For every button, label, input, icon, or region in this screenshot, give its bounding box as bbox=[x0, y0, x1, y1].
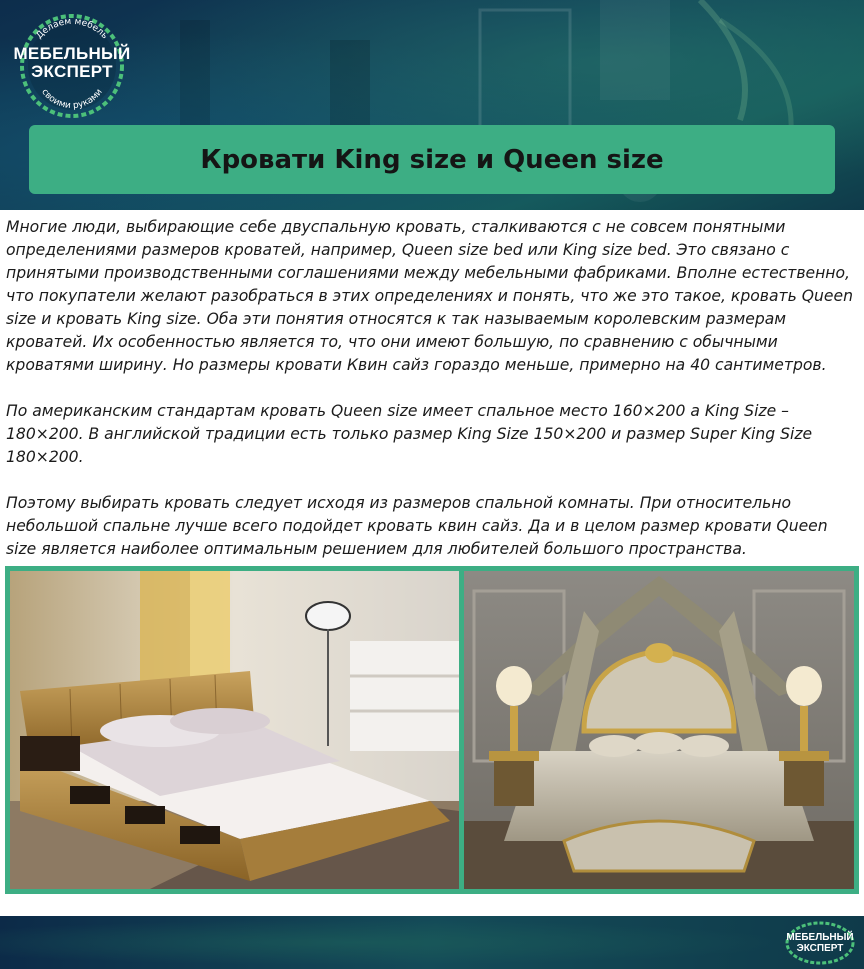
page-title: Кровати King size и Queen size bbox=[200, 144, 664, 175]
logo-tagline-top: Делаем мебель bbox=[34, 16, 110, 42]
footer-banner bbox=[0, 916, 864, 969]
footer-logo[interactable] bbox=[784, 920, 856, 966]
modern-leather-bed-photo[interactable] bbox=[10, 571, 459, 889]
logo-name-line1: МЕБЕЛЬНЫЙ bbox=[13, 44, 131, 63]
paragraph-advice: Поэтому выбирать кровать следует исходя из размеров спальной комнаты. При относительно небольшой спальне лучше всего подойдет кровать квин сайз. Да и в целом размер кровати Queen size является наиболее оптимальным решением для любителей большого пространства. bbox=[6, 494, 828, 558]
classic-bed-image bbox=[464, 571, 854, 889]
classic-canopy-bed-photo[interactable] bbox=[464, 571, 854, 889]
paragraph-intro: Многие люди, выбирающие себе двуспальную кровать, сталкиваются с не совсем понятными определениями размеров кроватей, например, Queen size bed или King size bed. Это связано с принятыми производственными соглашениями между мебельными фабриками. Вполне естественно, что покупатели желают разобраться в этих определениях и понять, что же это такое, кровать Queen size и кровать King size. Оба эти понятия относятся к так называемым королевским размерам кроватей. Их особенностью является то, что они имеют большую, по сравнению с обычными кроватями ширину. Но размеры кровати Квин сайз гораздо меньше, примерно на 40 сантиметров. bbox=[6, 218, 853, 374]
article-body bbox=[6, 216, 858, 584]
modern-bed-image bbox=[10, 571, 459, 889]
paragraph-standards: По американским стандартам кровать Queen size имеет спальное место 160×200 а King Size – 180×200. В английской традиции есть только размер King Size 150×200 и размер Super King Size 180×200. bbox=[6, 402, 813, 466]
site-logo[interactable] bbox=[6, 6, 138, 122]
logo-tagline-bottom: своими руками bbox=[39, 87, 105, 112]
title-banner bbox=[29, 125, 835, 194]
footer-logo-line1: МЕБЕЛЬНЫЙ bbox=[786, 932, 854, 943]
footer-logo-line2: ЭКСПЕРТ bbox=[796, 943, 844, 954]
header-banner bbox=[0, 0, 864, 210]
photo-gallery bbox=[5, 566, 859, 894]
logo-name-line2: ЭКСПЕРТ bbox=[31, 62, 113, 81]
